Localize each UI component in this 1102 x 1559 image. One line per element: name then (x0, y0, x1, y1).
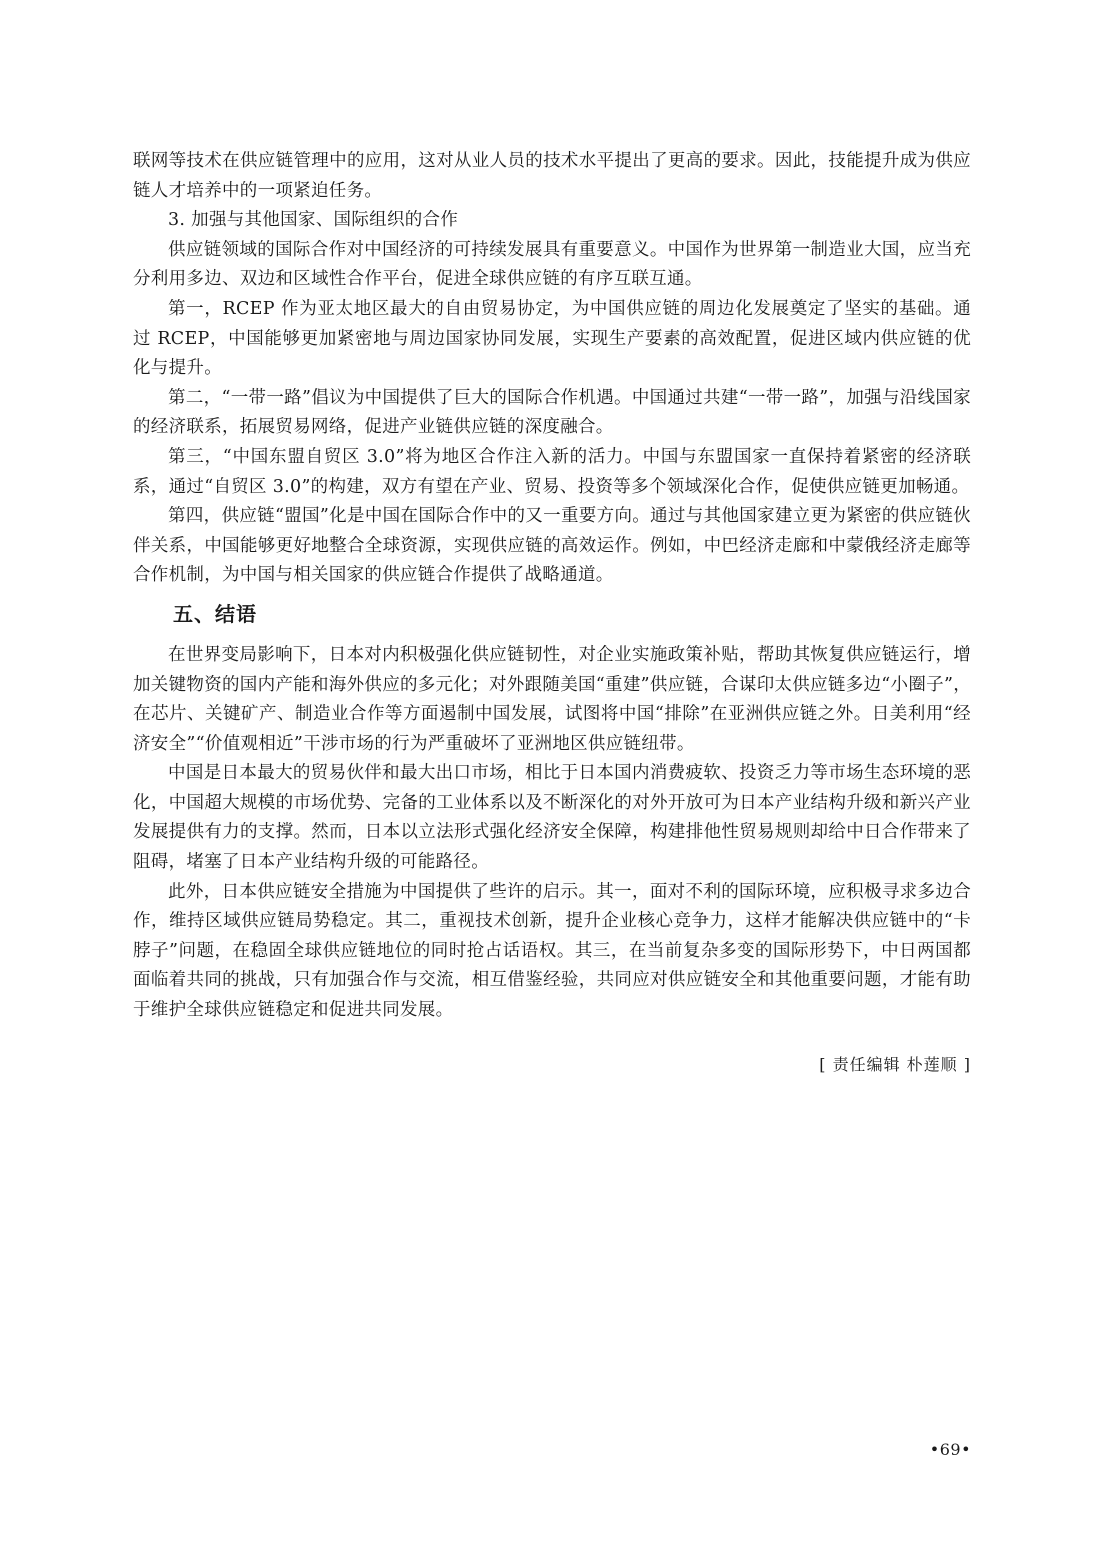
paragraph-continued: 联网等技术在供应链管理中的应用，这对从业人员的技术水平提出了更高的要求。因此，技能提升成为供应链人才培养中的一项紧迫任务。 (133, 151, 971, 201)
paragraph: 第一，RCEP 作为亚太地区最大的自由贸易协定，为中国供应链的周边化发展奠定了坚实的基础。通过 RCEP，中国能够更加紧密地与周边国家协同发展，实现生产要素的高效配置，促进区域内供应链的优化与提升。 (133, 298, 971, 379)
section-heading: 五、结语 (173, 601, 257, 626)
subsection-title: 3. 加强与其他国家、国际组织的合作 (168, 210, 459, 231)
paragraph: 第二，“一带一路”倡议为中国提供了巨大的国际合作机遇。中国通过共建“一带一路”，加强与沿线国家的经济联系，拓展贸易网络，促进产业链供应链的深度融合。 (133, 387, 971, 438)
paragraph: 中国是日本最大的贸易伙伴和最大出口市场，相比于日本国内消费疲软、投资乏力等市场生态环境的恶化，中国超大规模的市场优势、完备的工业体系以及不断深化的对外开放可为日本产业结构升级和新兴产业发展提供有力的支撑。然而，日本以立法形式强化经济安全保障，构建排他性贸易规则却给中日合作带来了阻碍，堵塞了日本产业结构升级的可能路径。 (133, 763, 971, 873)
paragraph: 第三，“中国东盟自贸区 3.0”将为地区合作注入新的活力。中国与东盟国家一直保持着紧密的经济联系，通过“自贸区 3.0”的构建，双方有望在产业、贸易、投资等多个领域深化合作，促使供应链更加畅通。 (133, 446, 971, 497)
paragraph: 第四，供应链“盟国”化是中国在国际合作中的又一重要方向。通过与其他国家建立更为紧密的供应链伙伴关系，中国能够更好地整合全球资源，实现供应链的高效运作。例如，中巴经济走廊和中蒙俄经济走廊等合作机制，为中国与相关国家的供应链合作提供了战略通道。 (133, 506, 971, 586)
article-body (133, 147, 971, 1078)
page-number: •69• (929, 1440, 971, 1459)
paragraph: 供应链领域的国际合作对中国经济的可持续发展具有重要意义。中国作为世界第一制造业大国，应当充分利用多边、双边和区域性合作平台，促进全球供应链的有序互联互通。 (133, 239, 971, 290)
paragraph: 在世界变局影响下，日本对内积极强化供应链韧性，对企业实施政策补贴，帮助其恢复供应链运行，增加关键物资的国内产能和海外供应的多元化；对外跟随美国“重建”供应链，合谋印太供应链多边“小圈子”，在芯片、关键矿产、制造业合作等方面遏制中国发展，试图将中国“排除”在亚洲供应链之外。日美利用“经济安全”“价值观相近”干涉市场的行为严重破坏了亚洲地区供应链纽带。 (133, 644, 971, 754)
editor-credit: [ 责任编辑 朴莲顺 ] (819, 1054, 971, 1074)
paragraph: 此外，日本供应链安全措施为中国提供了些许的启示。其一，面对不利的国际环境，应积极寻求多边合作，维持区域供应链局势稳定。其二，重视技术创新，提升企业核心竞争力，这样才能解决供应链中的“卡脖子”问题，在稳固全球供应链地位的同时抢占话语权。其三，在当前复杂多变的国际形势下，中日两国都面临着共同的挑战，只有加强合作与交流，相互借鉴经验，共同应对供应链安全和其他重要问题，才能有助于维护全球供应链稳定和促进共同发展。 (133, 881, 971, 1021)
